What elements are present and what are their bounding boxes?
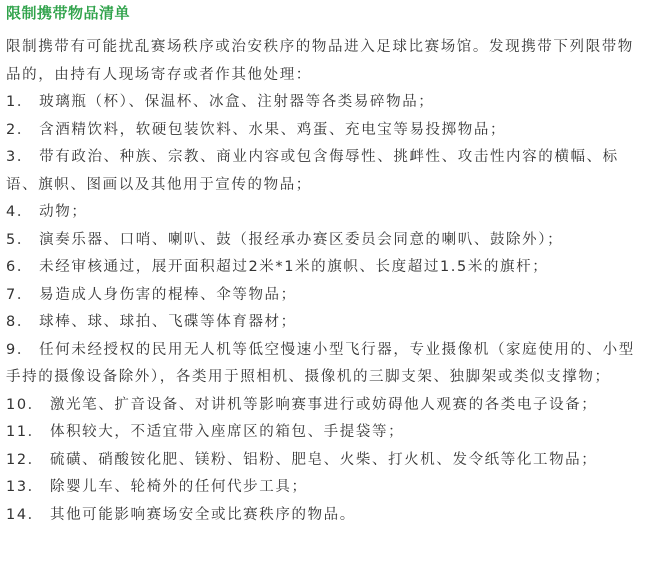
restricted-items-list	[6, 89, 644, 529]
list-item	[6, 89, 644, 117]
item-number: 14．	[6, 506, 44, 523]
list-item	[6, 117, 644, 145]
list-item	[6, 282, 644, 310]
list-item	[6, 419, 644, 447]
item-number: 4．	[6, 204, 33, 220]
list-item	[6, 144, 644, 199]
item-number: 6．	[6, 259, 33, 275]
item-number: 2．	[6, 121, 33, 138]
item-text: 动物；	[39, 204, 88, 220]
item-text: 玻璃瓶（杯）、保温杯、冰盒、注射器等各类易碎物品；	[39, 94, 435, 110]
item-text: 其他可能影响赛场安全或比赛秩序的物品。	[49, 506, 356, 523]
item-text: 硫磺、硝酸铵化肥、镁粉、铝粉、肥皂、火柴、打火机、发令纸等化工物品；	[49, 451, 598, 468]
document-title: 限制携带物品清单	[6, 4, 131, 22]
item-number: 1．	[6, 94, 33, 110]
item-number: 11．	[6, 424, 44, 440]
item-text: 球棒、球、球拍、飞碟等体育器材；	[39, 314, 297, 330]
item-text: 除婴儿车、轮椅外的任何代步工具；	[49, 479, 308, 495]
item-number: 13．	[6, 479, 44, 495]
list-item	[6, 474, 644, 502]
item-number: 10．	[6, 396, 44, 413]
item-text: 任何未经授权的民用无人机等低空慢速小型飞行器，专业摄像机（家庭使用的、小型手持的摄像设备除外），各类用于照相机、摄像机的三脚支架、独脚架或类似支撑物；	[6, 341, 635, 385]
item-text: 含酒精饮料，软硬包装饮料、水果、鸡蛋、充电宝等易投掷物品；	[39, 121, 507, 138]
list-item	[6, 337, 644, 392]
item-number: 8．	[6, 314, 33, 330]
item-number: 9．	[6, 341, 33, 358]
list-item	[6, 309, 644, 337]
item-number: 5．	[6, 231, 33, 248]
list-item	[6, 199, 644, 227]
intro-paragraph: 限制携带有可能扰乱赛场秩序或治安秩序的物品进入足球比赛场馆。发现携带下列限带物品的，由持有人现场寄存或者作其他处理：	[6, 39, 634, 83]
list-item	[6, 392, 644, 420]
item-number: 3．	[6, 149, 33, 165]
item-text: 演奏乐器、口哨、喇叭、鼓（报经承办赛区委员会同意的喇叭、鼓除外）；	[39, 231, 564, 248]
list-item	[6, 502, 644, 530]
item-text: 激光笔、扩音设备、对讲机等影响赛事进行或妨碍他人观赛的各类电子设备；	[49, 396, 598, 413]
item-text: 体积较大，不适宜带入座席区的箱包、手提袋等；	[49, 424, 405, 440]
list-item	[6, 254, 644, 282]
item-number: 12．	[6, 451, 44, 468]
item-text: 带有政治、种族、宗教、商业内容或包含侮辱性、挑衅性、攻击性内容的横幅、标语、旗帜、图画以及其他用于宣传的物品；	[6, 149, 619, 193]
list-item	[6, 447, 644, 475]
list-item	[6, 227, 644, 255]
item-number: 7．	[6, 286, 33, 303]
item-text: 易造成人身伤害的棍棒、伞等物品；	[39, 286, 297, 303]
item-text: 未经审核通过，展开面积超过2米*1米的旗帜、长度超过1.5米的旗杆；	[39, 259, 549, 275]
